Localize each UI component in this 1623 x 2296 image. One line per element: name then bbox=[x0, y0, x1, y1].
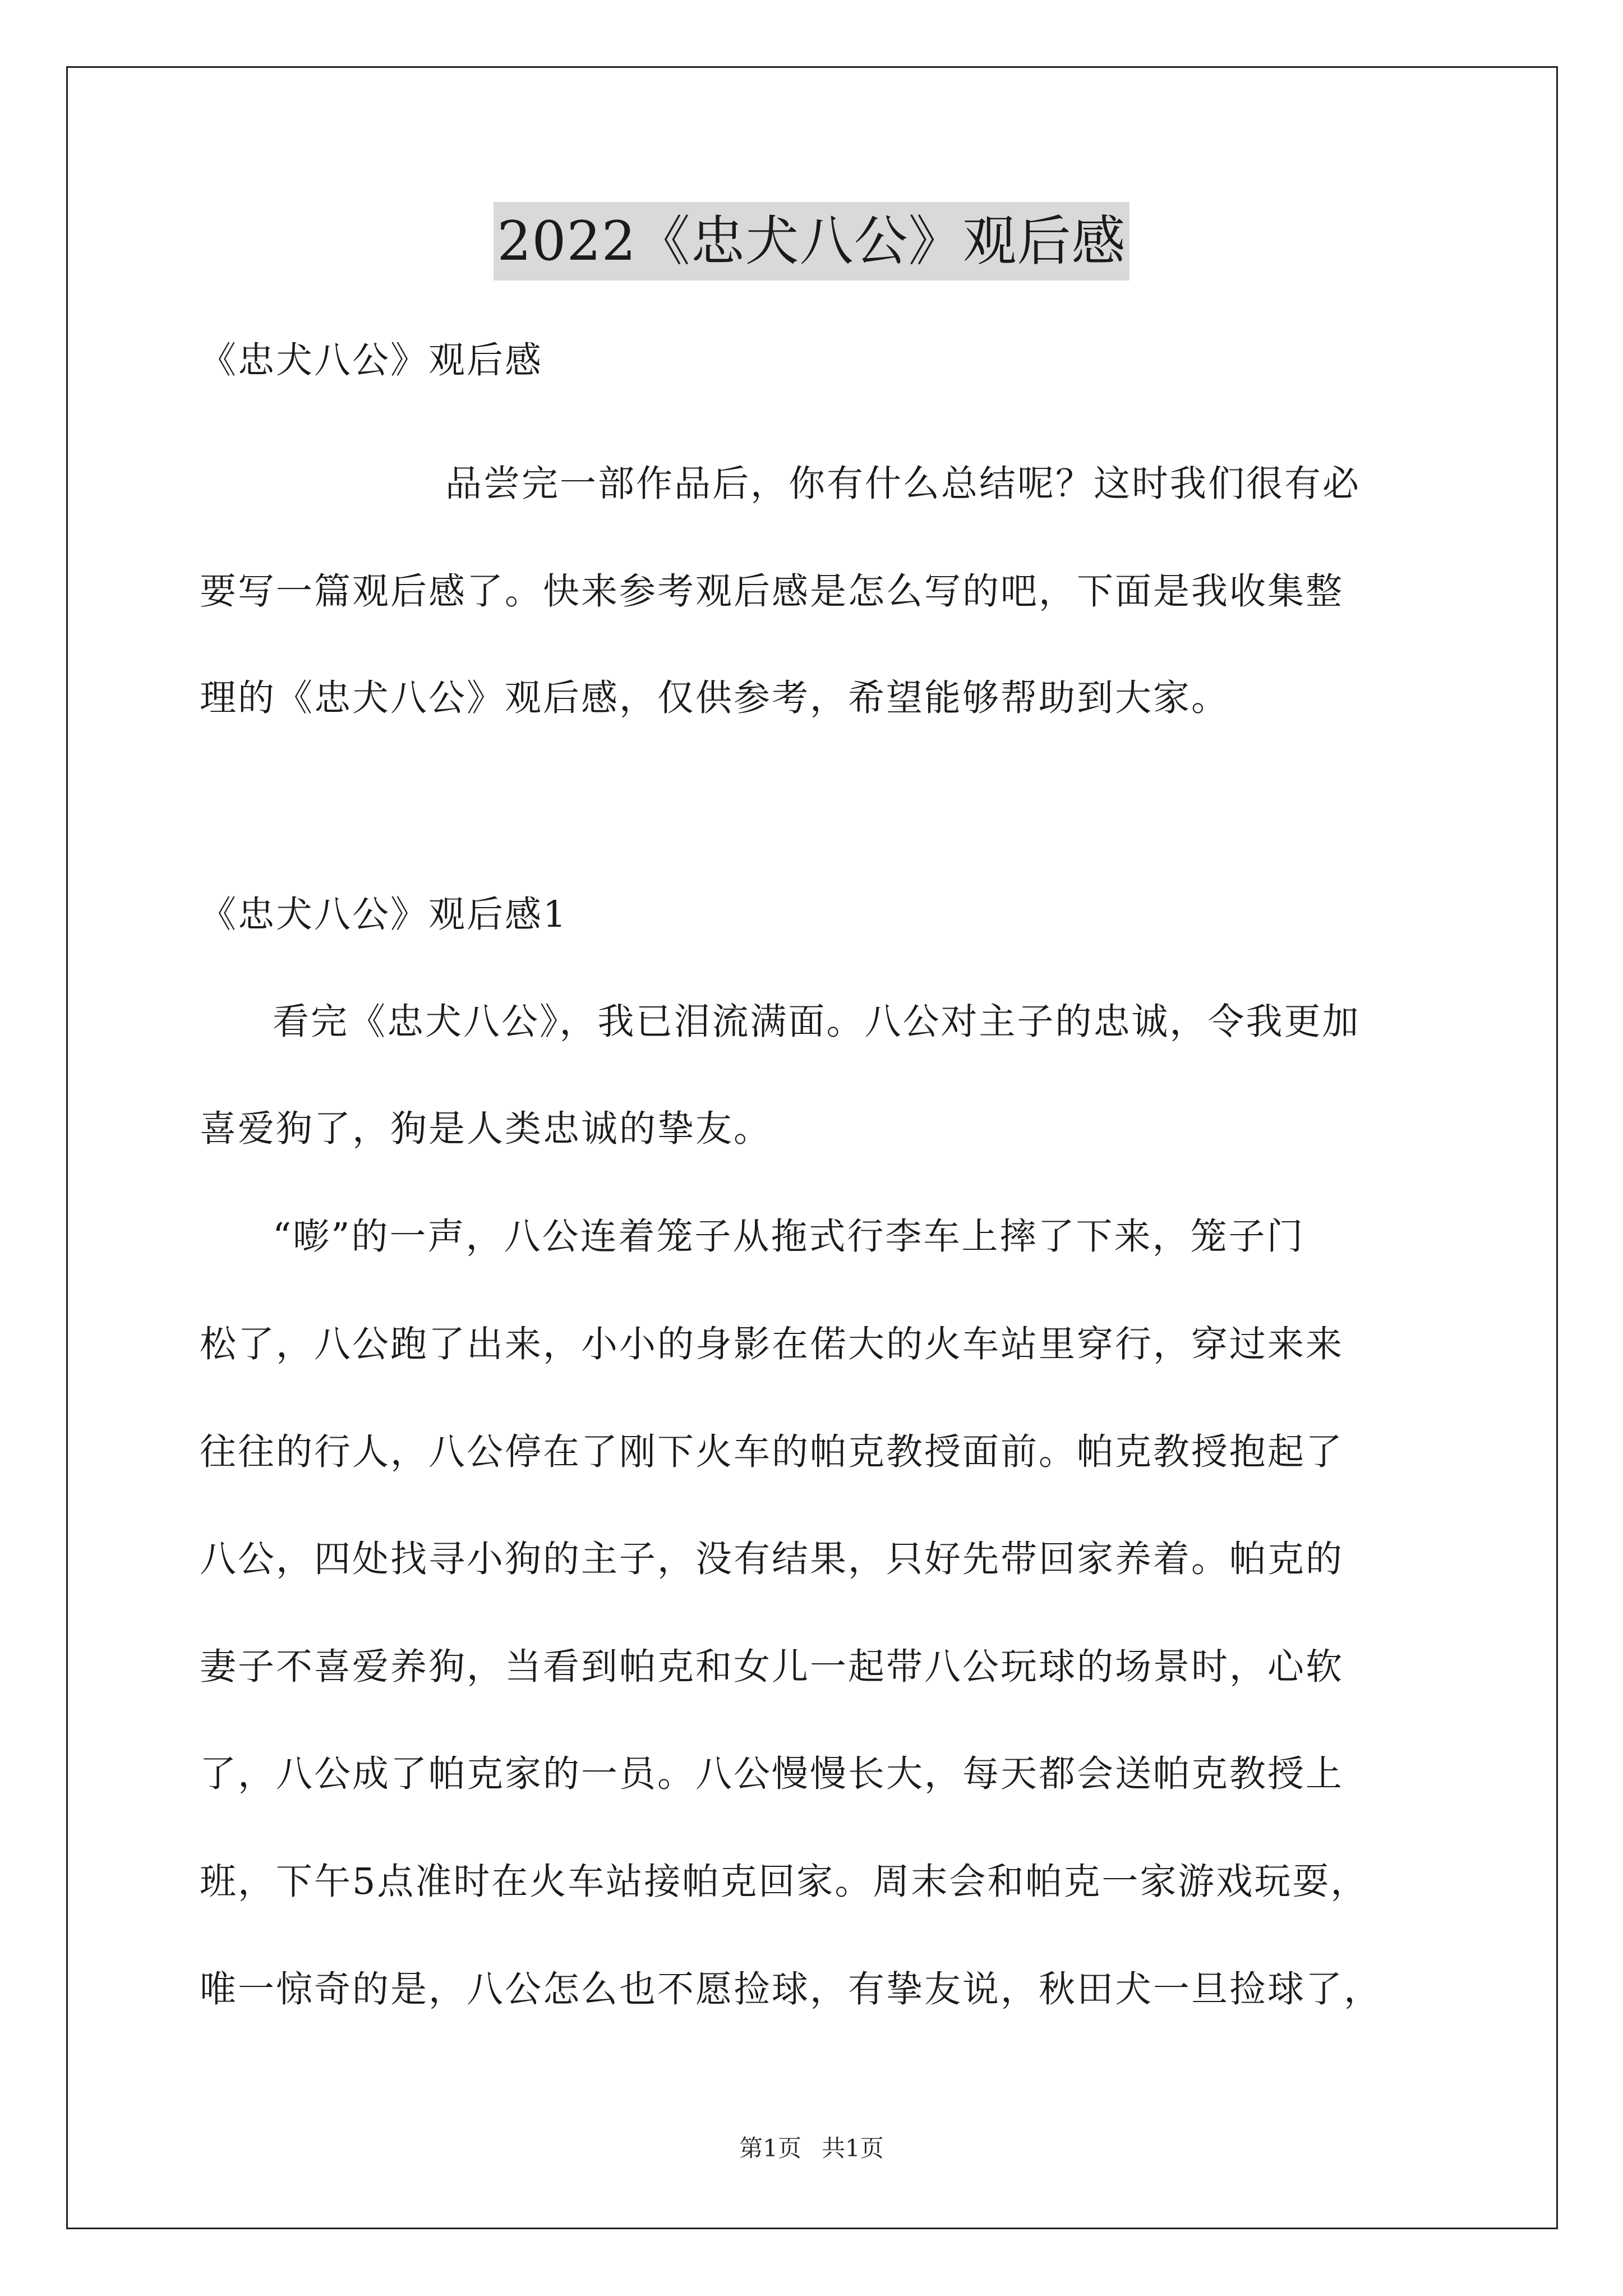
document-title: 2022《忠犬八公》观后感 bbox=[494, 202, 1129, 280]
paragraph1-line-2: 喜爱狗了，狗是人类忠诚的挚友。 bbox=[200, 1108, 772, 1150]
paragraph2-line-7: 班，下午5点准时在火车站接帕克回家。周末会和帕克一家游戏玩耍， bbox=[200, 1861, 1369, 1903]
paragraph2-line-8: 唯一惊奇的是，八公怎么也不愿捡球，有挚友说，秋田犬一旦捡球了， bbox=[200, 1968, 1382, 2010]
paragraph2-line-5: 妻子不喜爱养狗，当看到帕克和女儿一起带八公玩球的场景时，心软 bbox=[200, 1646, 1344, 1688]
paragraph2-line-6: 了，八公成了帕克家的一员。八公慢慢长大，每天都会送帕克教授上 bbox=[200, 1753, 1344, 1795]
intro-line-3: 理的《忠犬八公》观后感，仅供参考，希望能够帮助到大家。 bbox=[200, 677, 1230, 719]
section-heading: 《忠犬八公》观后感1 bbox=[200, 894, 568, 936]
paragraph2-line-1: “嘭”的一声，八公连着笼子从拖式行李车上摔了下来，笼子门 bbox=[273, 1216, 1305, 1258]
paragraph2-line-4: 八公，四处找寻小狗的主子，没有结果，只好先带回家养着。帕克的 bbox=[200, 1538, 1344, 1580]
intro-line-2: 要写一篇观后感了。快来参考观后感是怎么写的吧，下面是我收集整 bbox=[200, 570, 1344, 613]
paragraph2-line-2: 松了，八公跑了出来，小小的身影在偌大的火车站里穿行，穿过来来 bbox=[200, 1323, 1344, 1365]
title-container bbox=[0, 202, 1623, 280]
intro-line-1: 品尝完一部作品后，你有什么总结呢？这时我们很有必 bbox=[445, 463, 1361, 505]
subtitle: 《忠犬八公》观后感 bbox=[200, 339, 543, 381]
page-number-current: 第1页 bbox=[739, 2134, 801, 2162]
page-number-total: 共1页 bbox=[822, 2134, 884, 2162]
paragraph2-line-3: 往往的行人，八公停在了刚下火车的帕克教授面前。帕克教授抱起了 bbox=[200, 1431, 1344, 1473]
paragraph1-line-1: 看完《忠犬八公》，我已泪流满面。八公对主子的忠诚，令我更加 bbox=[273, 1001, 1361, 1043]
page-footer bbox=[0, 2132, 1623, 2165]
